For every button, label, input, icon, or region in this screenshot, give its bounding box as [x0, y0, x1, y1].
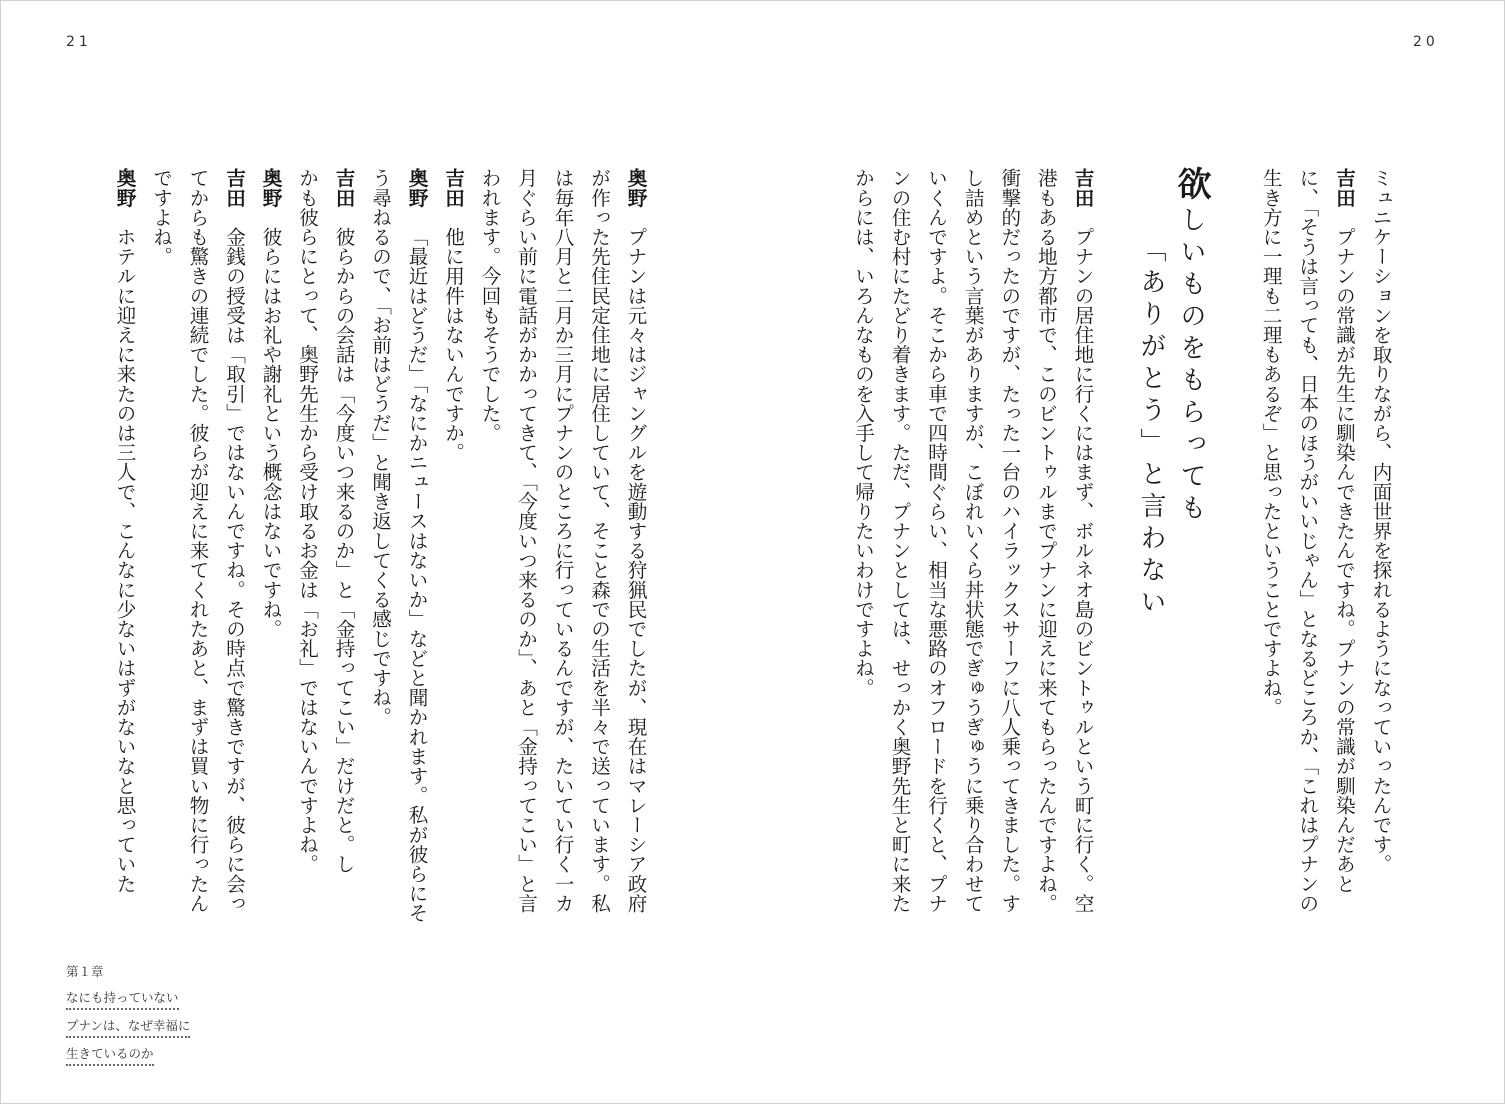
text-column — [1368, 168, 1392, 874]
page-number-right: 20 — [1413, 34, 1439, 50]
speaker-name: 吉田 — [1071, 168, 1094, 208]
speaker-name: 奥野 — [624, 168, 647, 208]
column-text: 生き方に一理も二理もあるぞ」と思ったということですよね。 — [1259, 168, 1283, 717]
column-text: が作った先住民定住地に居住していて、そこと森での生活を半々で送っています。私 — [587, 168, 611, 913]
text-column — [404, 168, 428, 923]
heading-line1-text: しいものをもらっても — [1176, 206, 1206, 526]
text-column — [997, 168, 1021, 913]
column-text: う尋ねるので、「お前はどうだ」と聞き返してくる感じですね。 — [368, 168, 392, 727]
column-text: ミュニケーションを取りながら、内面世界を探れるようになっていったんです。 — [1369, 168, 1392, 874]
column-text: いくんですよ。そこから車で四時間ぐらい、相当な悪路のオフロードを行くと、プナ — [924, 168, 948, 913]
speaker-name: 吉田 — [332, 168, 355, 208]
column-text: からには、いろんなものを入手して帰りたいわけですよね。 — [851, 168, 875, 698]
chapter-title-line: 生きているのか — [66, 1044, 154, 1066]
column-text: し詰めという言葉がありますが、こぼれいくら丼状態でぎゅうぎゅうに乗り合わせて — [961, 168, 985, 913]
column-text: 他に用件はないんですか。 — [441, 226, 465, 462]
column-text: は毎年八月と二月か三月にプナンのところに行っているんですが、たいてい行く一カ — [551, 168, 574, 913]
text-column — [850, 168, 874, 697]
chapter-number: 第１章 — [66, 964, 104, 979]
column-text: プナンは元々はジャングルを遊動する狩猟民でしたが、現在はマレーシア政府 — [624, 226, 647, 913]
column-text: 「最近はどうだ」「なにかニュースはないか」などと聞かれます。私が彼らにそ — [405, 226, 428, 923]
column-text: 港もある地方都市で、このビントゥルまでプナンに迎えに来てもらったんですよね。 — [1034, 168, 1058, 913]
text-column — [1331, 168, 1355, 893]
text-column — [441, 168, 465, 462]
text-column — [623, 168, 647, 913]
text-column — [1033, 168, 1057, 913]
chapter-footer — [66, 962, 190, 1072]
column-text: 金銭の授受は「取引」ではないんですね。その時点で驚きですが、彼らに会っ — [222, 226, 246, 913]
text-column — [924, 168, 948, 913]
text-column — [887, 168, 911, 913]
text-column — [258, 168, 282, 638]
text-column — [368, 168, 392, 727]
column-text: われます。今回もそうでした。 — [478, 168, 501, 443]
speaker-name: 奥野 — [113, 168, 136, 208]
column-text: プナンの居住地に行くにはまず、ボルネオ島のビントゥルという町に行く。空 — [1071, 226, 1094, 913]
column-text: かも彼らにとって、奥野先生から受け取るお金は「お礼」ではないんですよね。 — [295, 168, 319, 874]
text-column — [112, 168, 136, 893]
chapter-title-line: プナンは、なぜ幸福に — [66, 1016, 190, 1038]
text-column — [587, 168, 611, 913]
speaker-name: 奥野 — [405, 168, 428, 208]
speaker-name: 吉田 — [1332, 168, 1356, 208]
section-heading-line2: 「ありがとう」と言わない — [1136, 236, 1166, 620]
text-column — [1295, 168, 1319, 913]
speaker-name: 吉田 — [441, 168, 465, 208]
section-heading-line1 — [1171, 166, 1211, 526]
column-text: ホテルに迎えに来たのは三人で、こんなに少ないはずがないなと思っていた — [113, 226, 136, 894]
column-text: 彼らからの会話は「今度いつ来るのか」と「金持ってこい」だけだと。し — [332, 226, 355, 874]
column-text: 月ぐらい前に電話がかかってきて、「今度いつ来るのか」、あと「金持ってこい」と言 — [514, 168, 538, 913]
column-text: に、「そうは言っても、日本のほうがいいじゃん」となるどころか、「これはプナンの — [1295, 168, 1319, 913]
text-column — [514, 168, 538, 913]
text-column — [149, 168, 173, 266]
text-column — [477, 168, 501, 442]
column-text: 彼らにはお礼や謝礼という概念はないですね。 — [259, 226, 282, 639]
text-column — [331, 168, 355, 874]
text-column — [1258, 168, 1282, 717]
column-text: ですよね。 — [149, 168, 173, 266]
heading-first-char: 欲 — [1171, 166, 1211, 206]
text-column — [1070, 168, 1094, 913]
text-column — [222, 168, 246, 913]
speaker-name: 奥野 — [259, 168, 282, 208]
text-column — [550, 168, 574, 913]
column-text: プナンの常識が先生に馴染んできたんですね。プナンの常識が馴染んだあと — [1332, 226, 1356, 894]
page-number-left: 21 — [66, 34, 92, 50]
chapter-title-line: なにも持っていない — [66, 988, 179, 1010]
text-column — [295, 168, 319, 874]
speaker-name: 吉田 — [222, 168, 246, 208]
text-column — [960, 168, 984, 913]
text-column — [185, 168, 209, 913]
column-text: ンの住む村にたどり着きます。ただ、プナンとしては、せっかく奥野先生と町に来た — [888, 168, 911, 913]
column-text: てからも驚きの連続でした。彼らが迎えに来てくれたあと、まずは買い物に行ったん — [186, 168, 209, 913]
column-text: 衝撃的だったのですが、たった一台のハイラックスサーフに八人乗ってきました。す — [997, 168, 1021, 913]
